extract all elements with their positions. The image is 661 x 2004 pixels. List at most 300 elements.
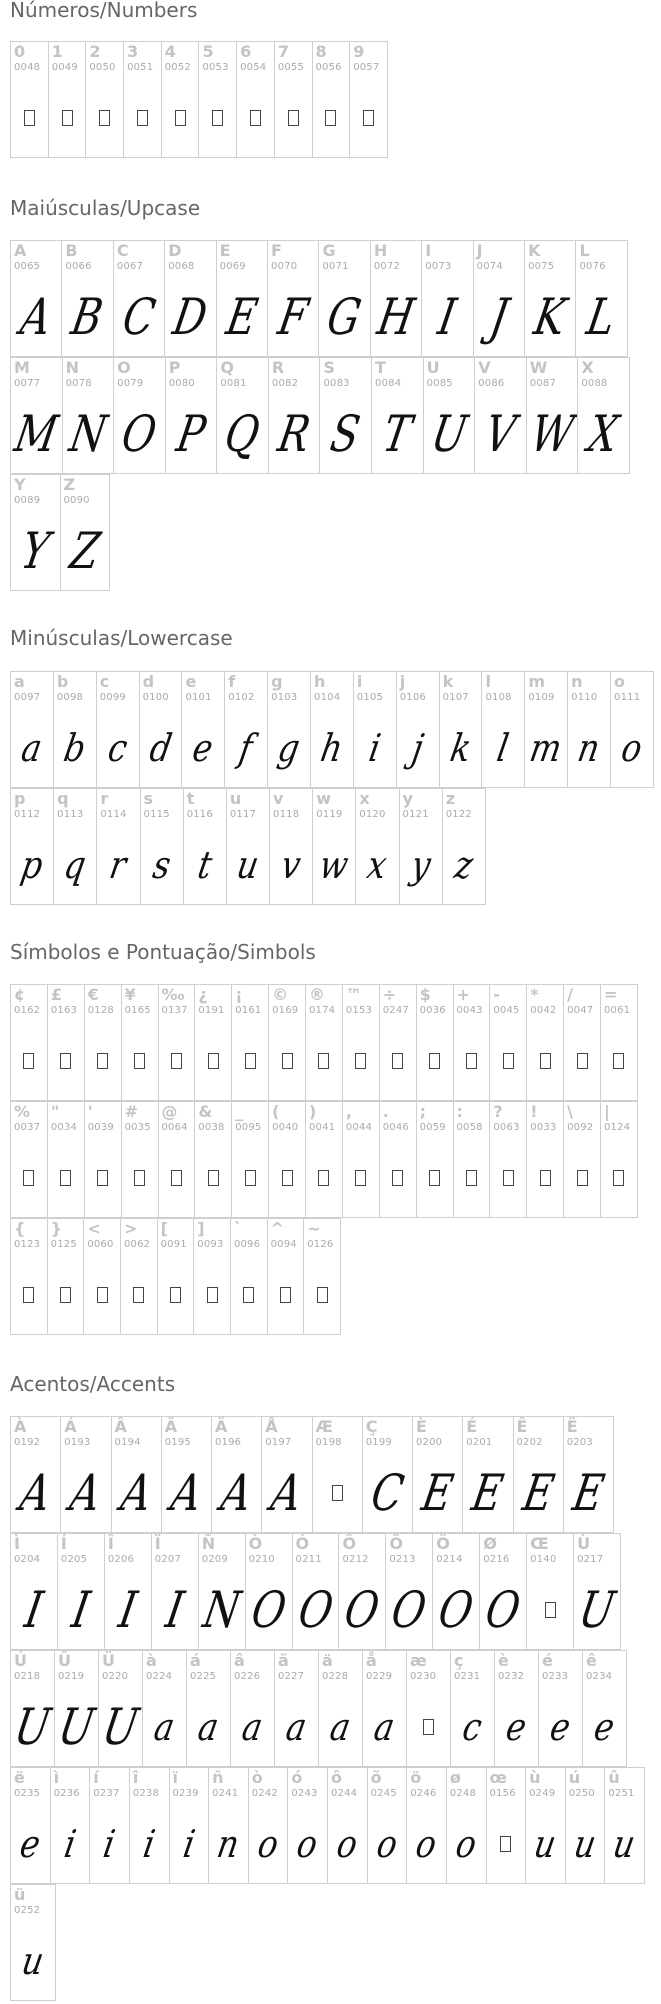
glyph-cell [524,671,568,788]
glyph-cell [211,1416,262,1533]
character-label: Ó [295,1534,310,1553]
glyph-sample: r [106,842,131,887]
glyph-cell [48,41,87,158]
glyph-cell [453,984,491,1101]
character-code: 0197 [265,1437,292,1448]
glyph-sample: A [116,1463,156,1522]
glyph-sample: g [274,725,304,770]
missing-glyph-box-icon [49,78,86,157]
glyph-sample: E [222,287,262,346]
character-code: 0153 [345,1005,373,1016]
glyph-sample: e [503,1704,530,1749]
glyph-sample: i [60,1821,79,1866]
glyph-cell [450,1650,495,1767]
missing-glyph-box-icon [159,1138,195,1217]
glyph-cell [362,1650,407,1767]
glyph-sample: c [459,1704,486,1749]
character-label: Ô [342,1534,357,1553]
glyph-cell [161,41,200,158]
glyph-cell [158,984,196,1101]
glyph-cell [610,671,654,788]
glyph-sample: I [434,287,461,346]
character-code: 0093 [197,1239,224,1250]
character-code: 0054 [240,62,267,73]
character-label: _ [235,1102,244,1121]
character-label: [ [160,1219,168,1238]
glyph-cell [129,1767,170,1884]
character-label: ù [529,1768,541,1787]
glyph-cell [274,1650,319,1767]
character-code: 0247 [382,1005,409,1016]
character-label: õ [370,1768,382,1787]
character-code: 0228 [322,1671,349,1682]
character-label: ì [53,1768,60,1787]
character-code: 0066 [65,261,92,272]
missing-glyph-box-icon [306,1138,342,1217]
glyph-cell [104,1533,152,1650]
character-code: 0209 [201,1554,228,1565]
glyph-cell [96,788,140,905]
glyph-row [10,671,653,788]
glyph-sample: E [518,1463,558,1522]
character-code: 0194 [114,1437,141,1448]
glyph-sample: o [618,725,646,770]
character-label: r [100,789,109,808]
character-label: Ù [577,1534,591,1553]
character-label: 9 [353,42,365,61]
glyph-cell [274,41,313,158]
glyph-cell [198,1533,246,1650]
character-code: 0087 [529,378,557,389]
character-code: 0195 [164,1437,191,1448]
glyph-sample: O [387,1580,431,1639]
character-code: 0229 [366,1671,393,1682]
glyph-cell [371,357,424,474]
character-label: * [530,985,539,1004]
character-label: Q [220,358,234,377]
glyph-sample: A [16,287,56,346]
glyph-sample: P [172,404,210,463]
character-label: í [93,1768,99,1787]
character-label: y [402,789,413,808]
glyph-sample: o [412,1821,441,1866]
character-code: 0125 [50,1239,77,1250]
glyph-row [10,1650,626,1767]
glyph-sample: N [65,404,111,463]
glyph-cell [355,788,399,905]
glyph-cell [406,1650,451,1767]
character-label: O [117,358,131,377]
character-code: 0169 [272,1005,299,1016]
glyph-cell [142,1650,187,1767]
character-label: œ [489,1768,508,1787]
glyph-cell [526,1533,574,1650]
glyph-sample: I [161,1580,188,1639]
character-label: i [356,672,363,691]
character-code: 0061 [604,1005,631,1016]
missing-glyph-box-icon [454,1138,490,1217]
glyph-cell [362,1416,413,1533]
glyph-cell [327,1767,368,1884]
glyph-cell [84,1101,122,1218]
character-code: 0114 [100,809,127,820]
character-code: 0224 [146,1671,173,1682]
character-code: 0105 [356,692,384,703]
character-label: © [272,985,289,1004]
glyph-cell [442,788,486,905]
character-code: 0090 [63,495,90,506]
character-code: 0108 [485,692,512,703]
character-label: L [579,241,590,260]
glyph-cell [10,984,48,1101]
character-code: 0082 [271,378,299,389]
glyph-sample: H [373,287,419,346]
missing-glyph-box-icon [527,1570,573,1649]
character-code: 0069 [219,261,246,272]
glyph-sample: O [481,1580,525,1639]
character-label: ? [493,1102,503,1121]
glyph-cell [379,984,417,1101]
character-label: € [87,985,99,1004]
character-code: 0037 [14,1122,41,1133]
character-code: 0214 [436,1554,463,1565]
character-label: = [604,985,618,1004]
missing-glyph-box-icon [417,1138,453,1217]
character-label: ç [454,1651,464,1670]
missing-glyph-box-icon [380,1138,416,1217]
character-code: 0116 [186,809,213,820]
character-code: 0113 [57,809,84,820]
glyph-sample: L [583,287,621,346]
glyph-cell [342,984,380,1101]
glyph-cell [305,984,343,1101]
character-label: 4 [164,42,176,61]
missing-glyph-box-icon [564,1021,600,1100]
glyph-cell [186,1650,231,1767]
glyph-cell [151,1533,199,1650]
glyph-cell [526,984,564,1101]
character-label: S [323,358,335,377]
missing-glyph-box-icon [564,1138,600,1217]
character-label: Ì [14,1534,20,1553]
glyph-cell [310,671,354,788]
glyph-cell [158,1101,196,1218]
character-label: Î [107,1534,114,1553]
character-label: , [345,1102,352,1121]
character-label: ¢ [14,985,26,1004]
glyph-cell [287,1767,328,1884]
glyph-sample: D [169,287,212,346]
glyph-sample: e [189,725,217,770]
glyph-sample: l [494,725,513,770]
glyph-cell [62,357,115,474]
character-label: t [186,789,195,808]
glyph-cell [57,1533,105,1650]
character-label: æ [410,1651,427,1670]
glyph-cell [224,671,268,788]
missing-glyph-box-icon [313,78,350,157]
character-label: " [50,1102,60,1121]
character-code: 0073 [425,261,452,272]
glyph-sample: u [570,1821,600,1866]
glyph-cell [181,671,225,788]
glyph-cell [481,671,525,788]
character-code: 0100 [142,692,169,703]
character-label: | [604,1102,610,1121]
glyph-row [10,474,109,591]
glyph-sample: e [547,1704,574,1749]
glyph-cell [268,984,306,1101]
glyph-cell [54,1650,99,1767]
character-label: Ê [516,1417,528,1436]
glyph-sample: q [61,842,90,887]
glyph-cell [474,357,527,474]
character-label: 2 [89,42,101,61]
character-label: ( [272,1102,280,1121]
glyph-sample: b [60,725,90,770]
glyph-cell [231,1101,269,1218]
glyph-sample: a [150,1704,179,1749]
missing-glyph-box-icon [86,78,123,157]
character-code: 0045 [493,1005,520,1016]
glyph-sample: f [236,725,257,770]
character-code: 0174 [309,1005,336,1016]
glyph-cell [10,671,54,788]
glyph-sample: a [282,1704,311,1749]
missing-glyph-box-icon [122,1021,158,1100]
glyph-sample: j [408,725,427,770]
glyph-sample: x [364,842,391,887]
character-label: ~ [307,1219,321,1238]
character-label: å [366,1651,377,1670]
character-label: à [146,1651,157,1670]
glyph-cell [10,1767,51,1884]
character-label: . [382,1102,389,1121]
glyph-cell [396,671,440,788]
glyph-cell [50,1767,91,1884]
glyph-sample: i [179,1821,198,1866]
character-label: Y [14,475,26,494]
glyph-cell [10,240,62,357]
glyph-cell [10,1533,58,1650]
glyph-sample: A [217,1463,257,1522]
character-label: @ [161,1102,178,1121]
glyph-cell [600,984,638,1101]
character-label: d [142,672,155,691]
character-code: 0070 [271,261,298,272]
character-label: ó [291,1768,303,1787]
character-code: 0065 [14,261,41,272]
missing-glyph-box-icon [48,1021,84,1100]
glyph-cell [312,1416,363,1533]
glyph-cell [10,1101,48,1218]
glyph-sample: c [104,725,131,770]
character-label: ‰ [161,985,185,1004]
glyph-sample: X [584,404,624,463]
glyph-sample: C [118,287,160,346]
glyph-sample: I [20,1580,47,1639]
glyph-cell [303,1218,341,1335]
character-code: 0043 [456,1005,483,1016]
character-code: 0137 [161,1005,188,1016]
character-label: p [14,789,26,808]
missing-glyph-box-icon [343,1138,379,1217]
character-code: 0203 [566,1437,593,1448]
glyph-cell [473,240,525,357]
missing-glyph-box-icon [306,1021,342,1100]
glyph-cell [446,1767,487,1884]
character-label: Ã [164,1417,178,1436]
glyph-cell [567,671,611,788]
glyph-sample: F [274,287,313,346]
glyph-cell [538,1650,583,1767]
character-code: 0078 [65,378,92,389]
character-label: ÷ [382,985,397,1004]
character-label: & [198,1102,213,1121]
character-label: o [614,672,626,691]
glyph-cell [353,671,397,788]
glyph-sample: T [378,404,416,463]
character-label: ä [322,1651,333,1670]
character-code: 0098 [56,692,84,703]
character-label: ] [197,1219,205,1238]
character-code: 0104 [314,692,341,703]
glyph-cell [89,1767,130,1884]
character-code: 0056 [315,62,342,73]
glyph-cell [563,1416,614,1533]
character-label: ò [251,1768,263,1787]
character-label: D [168,241,182,260]
glyph-cell [513,1416,564,1533]
character-code: 0217 [577,1554,604,1565]
glyph-cell [248,1767,289,1884]
character-code: 0216 [483,1554,510,1565]
character-label: : [456,1102,463,1121]
glyph-cell [412,1416,463,1533]
missing-glyph-box-icon [527,1138,563,1217]
character-label: U [426,358,440,377]
character-code: 0075 [528,261,555,272]
missing-glyph-box-icon [343,1021,379,1100]
glyph-cell [10,788,54,905]
glyph-cell [406,1767,447,1884]
glyph-cell [60,1416,111,1533]
glyph-cell [47,1218,85,1335]
missing-glyph-box-icon [48,1255,84,1334]
character-label: Ú [14,1651,27,1670]
glyph-sample: C [366,1463,408,1522]
character-label: J [476,241,483,260]
character-code: 0122 [445,809,472,820]
glyph-cell [439,671,483,788]
character-label: á [190,1651,201,1670]
character-code: 0080 [168,378,195,389]
character-label: N [65,358,79,377]
character-label: Õ [389,1534,403,1553]
character-code: 0107 [442,692,469,703]
glyph-row [10,41,387,158]
character-code: 0218 [14,1671,41,1682]
character-label: - [493,985,501,1004]
glyph-cell [111,1416,162,1533]
glyph-sample: h [317,725,347,770]
character-code: 0192 [14,1437,41,1448]
character-code: 0235 [14,1788,41,1799]
character-label: g [271,672,283,691]
glyph-sample: n [574,725,604,770]
character-label: 8 [315,42,327,61]
character-code: 0219 [58,1671,85,1682]
character-label: E [219,241,231,260]
glyph-sample: a [326,1704,355,1749]
character-code: 0202 [516,1437,543,1448]
glyph-cell [385,1533,433,1650]
character-label: G [322,241,336,260]
glyph-cell [10,1884,56,2001]
character-label: $ [419,985,431,1004]
glyph-sample: u [18,1938,48,1983]
glyph-sample: O [434,1580,478,1639]
glyph-sample: Z [65,521,104,580]
glyph-cell [399,788,443,905]
missing-glyph-box-icon [275,78,312,157]
character-label: I [425,241,432,260]
character-label: m [528,672,545,691]
character-code: 0051 [127,62,154,73]
section-title: Números/Numbers [10,0,198,22]
character-code: 0060 [87,1239,114,1250]
character-code: 0191 [198,1005,225,1016]
glyph-cell [600,1101,638,1218]
glyph-cell [575,240,627,357]
glyph-cell [577,357,630,474]
character-label: ^ [270,1219,284,1238]
character-label: ; [419,1102,427,1121]
glyph-cell [10,357,63,474]
character-label: { [14,1219,26,1238]
glyph-sample: G [323,287,366,346]
glyph-sample: y [407,842,434,887]
character-label: À [14,1417,27,1436]
missing-glyph-box-icon [11,1138,47,1217]
missing-glyph-box-icon [304,1255,340,1334]
character-label: Ü [102,1651,115,1670]
glyph-sample: E [568,1463,609,1522]
character-label: ú [568,1768,581,1787]
glyph-cell [563,984,601,1101]
missing-glyph-box-icon [194,1255,230,1334]
missing-glyph-box-icon [527,1021,563,1100]
glyph-cell [113,240,165,357]
character-label: Ø [483,1534,497,1553]
character-label: 6 [240,42,252,61]
glyph-cell [83,1218,121,1335]
glyph-sample: E [417,1463,458,1522]
character-code: 0128 [87,1005,114,1016]
glyph-sample: S [326,404,365,463]
character-code: 0106 [399,692,426,703]
character-code: 0091 [160,1239,187,1250]
character-label: ñ [212,1768,224,1787]
character-code: 0123 [14,1239,41,1250]
glyph-sample: z [451,842,477,887]
character-label: \ [567,1102,573,1121]
missing-glyph-box-icon [454,1021,490,1100]
character-code: 0251 [608,1788,635,1799]
character-code: 0198 [315,1437,342,1448]
glyph-sample: s [149,842,174,887]
glyph-sample: d [146,725,175,770]
